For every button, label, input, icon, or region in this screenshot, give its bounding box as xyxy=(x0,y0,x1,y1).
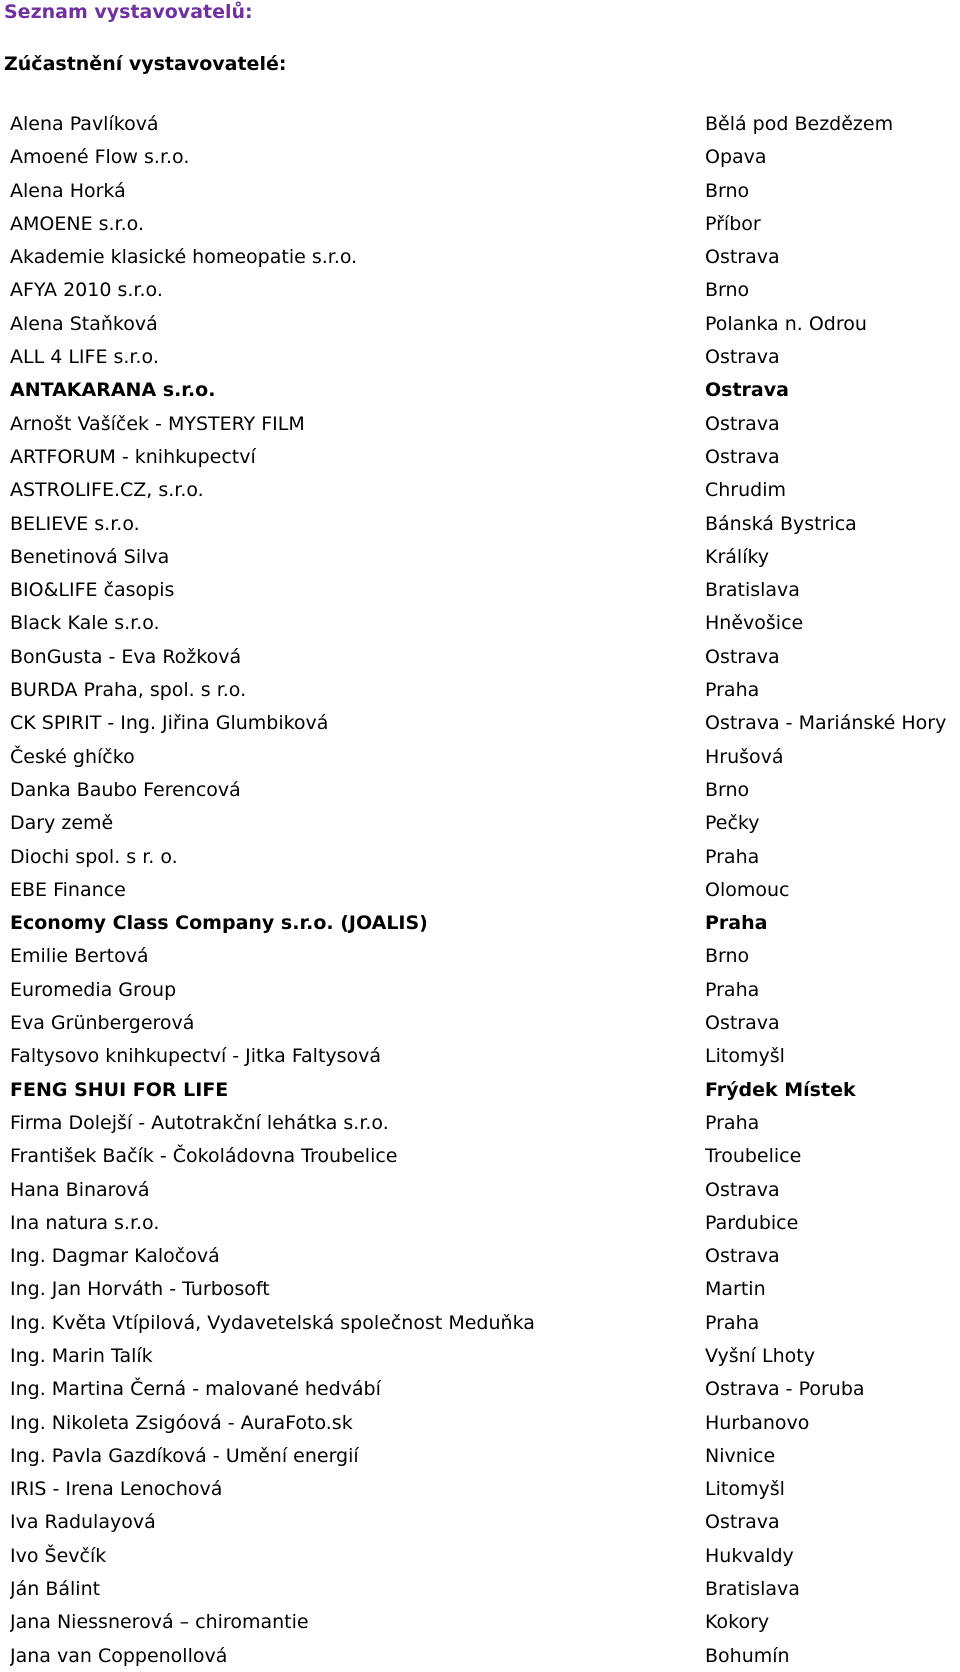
exhibitor-name: Ing. Marin Talík xyxy=(10,1344,153,1367)
list-item xyxy=(0,141,960,174)
exhibitor-city: Ostrava xyxy=(705,1245,780,1268)
list-item xyxy=(0,441,960,474)
exhibitor-name: Arnošt Vašíček - MYSTERY FILM xyxy=(10,412,305,435)
exhibitor-city: Hrušová xyxy=(705,745,784,768)
exhibitor-name: Emilie Bertová xyxy=(10,945,149,968)
exhibitor-city: Praha xyxy=(705,978,760,1001)
list-item xyxy=(0,874,960,907)
exhibitor-name: Ivo Ševčík xyxy=(10,1544,107,1567)
exhibitor-city: Ostrava - Mariánské Hory xyxy=(705,712,947,735)
exhibitor-name: Benetinová Silva xyxy=(10,545,170,568)
exhibitor-city: Ostrava xyxy=(705,379,789,402)
list-item xyxy=(0,1074,960,1107)
list-item xyxy=(0,841,960,874)
exhibitor-city: Bratislava xyxy=(705,1578,800,1601)
exhibitor-name: FENG SHUI FOR LIFE xyxy=(10,1078,229,1101)
exhibitor-city: Králíky xyxy=(705,545,770,568)
exhibitor-list xyxy=(0,108,960,1672)
list-item xyxy=(0,1440,960,1473)
exhibitor-city: Martin xyxy=(705,1278,766,1301)
exhibitor-city: Bratislava xyxy=(705,579,800,602)
list-item xyxy=(0,1040,960,1073)
list-item xyxy=(0,1573,960,1606)
exhibitor-city: Praha xyxy=(705,1311,760,1334)
exhibitor-name: Alena Horká xyxy=(10,179,126,202)
list-item xyxy=(0,1506,960,1539)
exhibitor-name: Ina natura s.r.o. xyxy=(10,1211,160,1234)
exhibitor-name: IRIS - Irena Lenochová xyxy=(10,1478,223,1501)
exhibitor-city: Ostrava xyxy=(705,445,780,468)
list-item xyxy=(0,1107,960,1140)
exhibitor-name: Jana van Coppenollová xyxy=(10,1644,228,1667)
exhibitor-city: Ostrava xyxy=(705,1012,780,1035)
exhibitor-city: Ostrava xyxy=(705,645,780,668)
exhibitor-name: CK SPIRIT - Ing. Jiřina Glumbiková xyxy=(10,712,329,735)
exhibitor-name: Amoené Flow s.r.o. xyxy=(10,146,190,169)
exhibitor-name: Hana Binarová xyxy=(10,1178,150,1201)
exhibitor-city: Ostrava xyxy=(705,1178,780,1201)
list-item xyxy=(0,408,960,441)
exhibitor-city: Pečky xyxy=(705,812,760,835)
list-item xyxy=(0,1273,960,1306)
list-item xyxy=(0,108,960,141)
exhibitor-city: Praha xyxy=(705,1111,760,1134)
list-item xyxy=(0,607,960,640)
exhibitor-city: Pardubice xyxy=(705,1211,799,1234)
list-item xyxy=(0,641,960,674)
exhibitor-name: Dary země xyxy=(10,812,114,835)
list-item xyxy=(0,341,960,374)
exhibitor-name: ALL 4 LIFE s.r.o. xyxy=(10,346,159,369)
exhibitor-name: Ing. Nikoleta Zsigóová - AuraFoto.sk xyxy=(10,1411,353,1434)
exhibitor-city: Olomouc xyxy=(705,878,790,901)
exhibitor-city: Frýdek Místek xyxy=(705,1078,856,1101)
list-item xyxy=(0,674,960,707)
exhibitor-name: Ing. Pavla Gazdíková - Umění energií xyxy=(10,1444,359,1467)
exhibitor-city: Chrudim xyxy=(705,479,787,502)
exhibitor-city: Bělá pod Bezdězem xyxy=(705,113,894,135)
exhibitor-city: Brno xyxy=(705,279,750,302)
exhibitor-city: Bánská Bystrica xyxy=(705,512,857,535)
exhibitor-name: Diochi spol. s r. o. xyxy=(10,845,178,868)
list-item xyxy=(0,1373,960,1406)
list-item xyxy=(0,241,960,274)
exhibitor-name: ARTFORUM - knihkupectví xyxy=(10,445,256,468)
exhibitor-city: Kokory xyxy=(705,1611,770,1634)
list-item xyxy=(0,374,960,407)
exhibitor-city: Brno xyxy=(705,778,750,801)
exhibitor-city: Praha xyxy=(705,912,768,935)
exhibitor-city: Litomyšl xyxy=(705,1045,785,1068)
list-item xyxy=(0,474,960,507)
exhibitor-city: Ostrava - Poruba xyxy=(705,1378,865,1401)
exhibitor-name: BIO&LIFE časopis xyxy=(10,579,175,602)
exhibitor-name: Ing. Dagmar Kaločová xyxy=(10,1245,220,1268)
exhibitor-city: Praha xyxy=(705,679,760,702)
list-item xyxy=(0,1640,960,1672)
exhibitor-name: Black Kale s.r.o. xyxy=(10,612,160,635)
exhibitor-name: Firma Dolejší - Autotrakční lehátka s.r.o. xyxy=(10,1111,389,1134)
exhibitor-city: Bohumín xyxy=(705,1644,790,1667)
list-item xyxy=(0,907,960,940)
list-item xyxy=(0,940,960,973)
exhibitor-name: ASTROLIFE.CZ, s.r.o. xyxy=(10,479,204,502)
list-item xyxy=(0,541,960,574)
exhibitor-city: Brno xyxy=(705,179,750,202)
list-item xyxy=(0,574,960,607)
exhibitor-city: Troubelice xyxy=(705,1145,802,1168)
exhibitor-city: Praha xyxy=(705,845,760,868)
list-item xyxy=(0,1174,960,1207)
exhibitor-name: BonGusta - Eva Rožková xyxy=(10,645,242,668)
exhibitor-name: Euromedia Group xyxy=(10,978,177,1001)
list-item xyxy=(0,1307,960,1340)
exhibitor-city: Opava xyxy=(705,146,767,169)
exhibitor-name: Eva Grünbergerová xyxy=(10,1012,195,1035)
list-item xyxy=(0,1473,960,1506)
exhibitor-name: Akademie klasické homeopatie s.r.o. xyxy=(10,246,358,269)
exhibitor-name: EBE Finance xyxy=(10,878,126,901)
list-item xyxy=(0,208,960,241)
exhibitor-name: Ing. Květa Vtípilová, Vydavetelská společnost Meduňka xyxy=(10,1311,535,1334)
list-item xyxy=(0,1007,960,1040)
exhibitor-city: Hněvošice xyxy=(705,612,804,635)
list-item xyxy=(0,1340,960,1373)
exhibitor-name: Jana Niessnerová – chiromantie xyxy=(10,1611,309,1634)
list-item xyxy=(0,1207,960,1240)
exhibitor-name: Economy Class Company s.r.o. (JOALIS) xyxy=(10,912,428,935)
exhibitor-city: Brno xyxy=(705,945,750,968)
list-item xyxy=(0,308,960,341)
exhibitor-name: BELIEVE s.r.o. xyxy=(10,512,140,535)
exhibitor-name: Alena Pavlíková xyxy=(10,113,159,135)
list-item xyxy=(0,1606,960,1639)
document-title: Seznam vystavovatelů: xyxy=(4,1,253,23)
list-item xyxy=(0,1140,960,1173)
exhibitor-city: Hukvaldy xyxy=(705,1544,794,1567)
exhibitor-city: Ostrava xyxy=(705,412,780,435)
list-item xyxy=(0,974,960,1007)
exhibitor-city: Ostrava xyxy=(705,346,780,369)
exhibitor-name: AFYA 2010 s.r.o. xyxy=(10,279,163,302)
exhibitor-name: Ing. Martina Černá - malované hedvábí xyxy=(10,1378,381,1401)
exhibitor-name: České ghíčko xyxy=(10,745,135,768)
section-heading: Zúčastnění vystavovatelé: xyxy=(4,53,287,75)
list-item xyxy=(0,1240,960,1273)
list-item xyxy=(0,774,960,807)
exhibitor-name: Danka Baubo Ferencová xyxy=(10,778,241,801)
exhibitor-name: Ján Bálint xyxy=(10,1578,101,1601)
exhibitor-name: Iva Radulayová xyxy=(10,1511,156,1534)
exhibitor-city: Litomyšl xyxy=(705,1478,785,1501)
exhibitor-name: Faltysovo knihkupectví - Jitka Faltysová xyxy=(10,1045,382,1068)
exhibitor-name: BURDA Praha, spol. s r.o. xyxy=(10,679,247,702)
exhibitor-name: Alena Staňková xyxy=(10,312,158,335)
exhibitor-city: Vyšní Lhoty xyxy=(705,1344,815,1367)
list-item xyxy=(0,741,960,774)
exhibitor-city: Nivnice xyxy=(705,1444,776,1467)
list-item xyxy=(0,1540,960,1573)
list-item xyxy=(0,707,960,740)
exhibitor-city: Polanka n. Odrou xyxy=(705,312,867,335)
exhibitor-name: ANTAKARANA s.r.o. xyxy=(10,379,216,402)
list-item xyxy=(0,508,960,541)
list-item xyxy=(0,274,960,307)
exhibitor-city: Ostrava xyxy=(705,246,780,269)
list-item xyxy=(0,807,960,840)
exhibitor-name: Ing. Jan Horváth - Turbosoft xyxy=(10,1278,270,1301)
list-item xyxy=(0,175,960,208)
list-item xyxy=(0,1407,960,1440)
exhibitor-name: AMOENE s.r.o. xyxy=(10,212,144,235)
exhibitor-city: Ostrava xyxy=(705,1511,780,1534)
exhibitor-name: František Bačík - Čokoládovna Troubelice xyxy=(10,1145,398,1168)
exhibitor-city: Hurbanovo xyxy=(705,1411,810,1434)
exhibitor-city: Příbor xyxy=(705,212,761,235)
